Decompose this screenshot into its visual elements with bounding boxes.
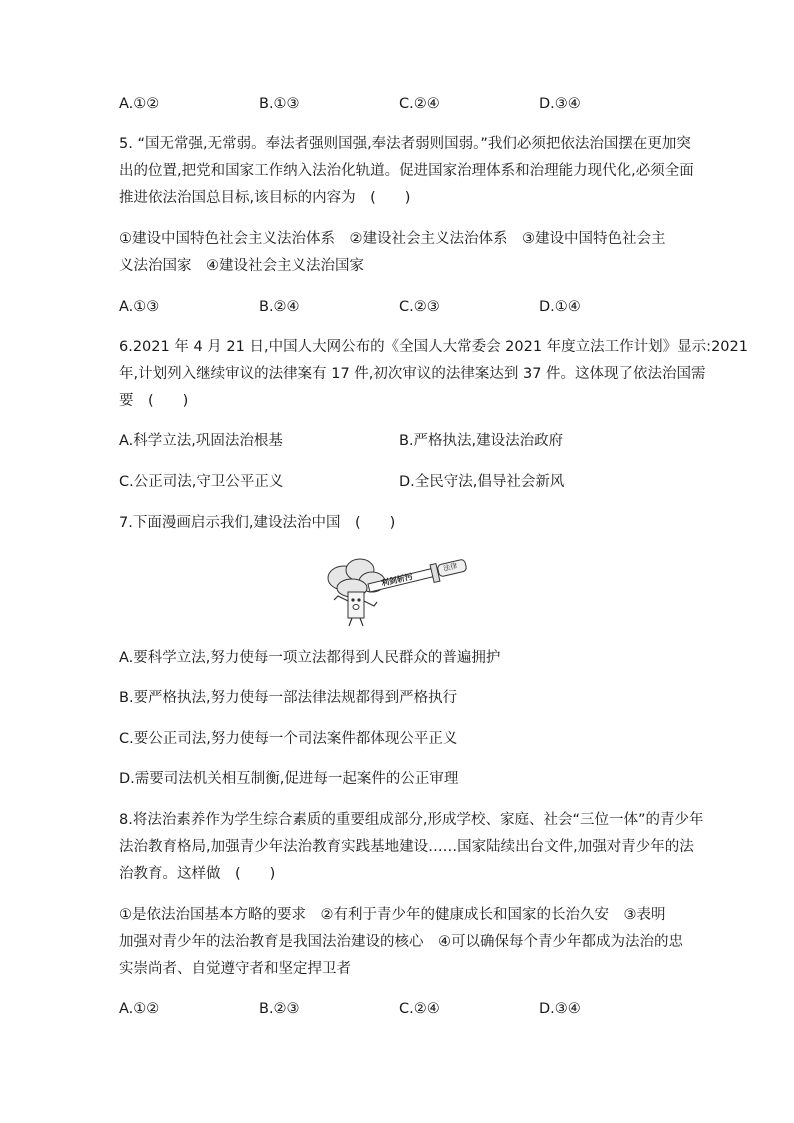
q5-option-b[interactable]: B.②④: [259, 299, 300, 315]
q6-stem-line-2: 年,计划列入继续审议的法律案有 17 件,初次审议的法律案达到 37 件。这体现了依法治国需: [119, 366, 706, 382]
q4-option-a[interactable]: A.①②: [119, 96, 160, 112]
q8-stem-line-2: 法治教育格局,加强青少年法治教育实践基地建设……国家陆续出台文件,加强对青少年的法: [119, 839, 694, 855]
q8-stem-line-1: 8.将法治素养作为学生综合素质的重要组成部分,形成学校、家庭、社会“三位一体”的青少年: [119, 812, 704, 828]
arm-right: [364, 601, 377, 606]
q6-option-a[interactable]: A.科学立法,巩固法治根基: [119, 433, 283, 449]
q6-stem-line-3: 要 ( ): [119, 393, 189, 409]
hilt-label: 法律: [442, 562, 459, 573]
smoke-cloud: [328, 559, 385, 597]
q5-option-a[interactable]: A.①③: [119, 299, 160, 315]
comic-illustration: [322, 556, 472, 628]
q6-option-c[interactable]: C.公正司法,守卫公平正义: [119, 474, 284, 490]
legs: [349, 618, 363, 626]
q4-option-c[interactable]: C.②④: [399, 96, 440, 112]
mouth: [353, 605, 359, 610]
q7-stem: 7.下面漫画启示我们,建设法治中国 ( ): [119, 515, 396, 531]
q8-statement-line-2: 加强对青少年的法治教育是我国法治建设的核心 ④可以确保每个青少年都成为法治的忠: [119, 934, 683, 950]
q5-statement-line-2: 义法治国家 ④建设社会主义法治国家: [119, 258, 364, 274]
q4-option-b[interactable]: B.①③: [259, 96, 300, 112]
q6-stem-line-1: 6.2021 年 4 月 21 日,中国人大网公布的《全国人大常委会 2021 年度立法工作计划》显示:2021: [119, 339, 748, 355]
q7-option-c[interactable]: C.要公正司法,努力使每一个司法案件都体现公平正义: [119, 731, 458, 747]
q8-option-a[interactable]: A.①②: [119, 1001, 160, 1017]
q7-option-d[interactable]: D.需要司法机关相互制衡,促进每一起案件的公正审理: [119, 771, 459, 787]
q4-option-d[interactable]: D.③④: [539, 96, 581, 112]
q5-stem-line-2: 出的位置,把党和国家工作纳入法治化轨道。促进国家治理体系和治理能力现代化,必须全面: [119, 163, 694, 179]
q5-option-d[interactable]: D.①④: [539, 299, 581, 315]
q8-option-b[interactable]: B.②③: [259, 1001, 300, 1017]
q5-statement-line-1: ①建设中国特色社会主义法治体系 ②建设社会主义法治体系 ③建设中国特色社会主: [119, 231, 666, 247]
q8-stem-line-3: 治教育。这样做 ( ): [119, 866, 276, 882]
q6-option-b[interactable]: B.严格执法,建设法治政府: [399, 433, 564, 449]
q5-stem-line-1: 5. “国无常强,无常弱。奉法者强则国强,奉法者弱则国弱。”我们必须把依法治国摆在更加突: [119, 136, 691, 152]
q7-option-b[interactable]: B.要严格执法,努力使每一部法律法规都得到严格执行: [119, 690, 458, 706]
q5-stem-line-3: 推进依法治国总目标,该目标的内容为 ( ): [119, 190, 411, 206]
sword-label: 利剑斩污: [380, 571, 414, 588]
eye-left: [351, 598, 354, 601]
q5-option-c[interactable]: C.②③: [399, 299, 440, 315]
eye-right: [357, 598, 360, 601]
q8-option-d[interactable]: D.③④: [539, 1001, 581, 1017]
q8-option-c[interactable]: C.②④: [399, 1001, 440, 1017]
q8-statement-line-3: 实崇尚者、自觉遵守者和坚定捍卫者: [119, 961, 351, 977]
q7-option-a[interactable]: A.要科学立法,努力使每一项立法都得到人民群众的普遍拥护: [119, 650, 501, 666]
q8-statement-line-1: ①是依法治国基本方略的要求 ②有利于青少年的健康成长和国家的长治久安 ③表明: [119, 907, 666, 923]
q6-option-d[interactable]: D.全民守法,倡导社会新风: [399, 474, 565, 490]
